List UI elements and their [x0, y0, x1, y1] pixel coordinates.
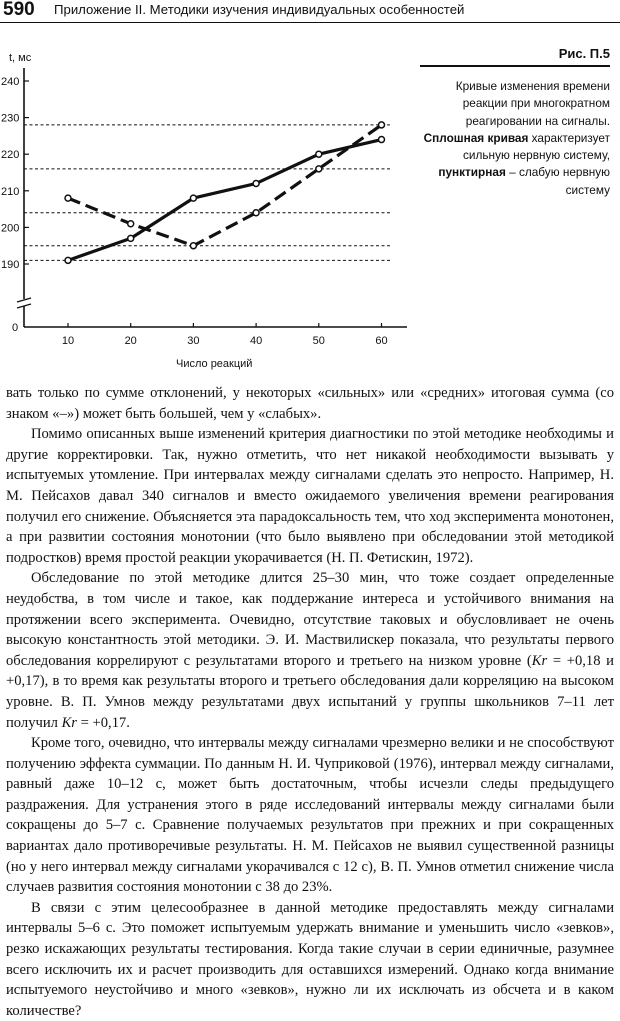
paragraph-3-part-b: = +0,18 и +0,17), в то время как результаты второго и третьего обследования дали корреляцию на высоком уровне. В. П. Умнов между результатами двух испытаний у группы школьников 7–11 лет получил	[6, 652, 614, 731]
running-title: Приложение II. Методики изучения индивидуальных особенностей	[54, 2, 465, 17]
paragraph-4: Кроме того, очевидно, что интервалы между сигналами чрезмерно велики и не способствуют получению эффекта суммации. По данным Н. И. Чуприковой (1976), интервал между сигналами, равный даже 10–12 с, может быть достаточным, чтобы исчезли следы предыдущего раздражения. Для устранения этого в ряде исследований интервалы между сигналами были сокращены до 5–7 с. Сравнение получаемых результатов при прежних и при сокращенных вариантах дало противоречивые результаты. Н. М. Пейсахов не выявил существенной разницы (но у него интервал между сигналами укорачивался с 12 с), В. П. Умнов отметил снижение числа случаев развития состояния монотонии с 38 до 23%.	[6, 735, 614, 896]
figure-label: Рис. П.5	[420, 46, 610, 67]
axis-break-mark	[15, 298, 33, 308]
data-point	[128, 235, 134, 241]
kr-symbol: Kr	[531, 652, 548, 669]
y-tick-label: 230	[1, 112, 20, 125]
y-tick-label: 220	[1, 149, 20, 162]
data-point	[253, 210, 259, 216]
paragraph-5: В связи с этим целесообразнее в данной методике предоставлять между сигналами интервалы 5–6 с. Это поможет испытуемым удержать внимание и уменьшить число «зевков», резко искажающих результаты тестирования. Когда такие случаи в серии единичные, разумнее всего исключить их и расчет производить для оставшихся измерений. Однако когда внимание испытуемого неустойчиво и много «зевков», нужно ли их исключать из обсчета и в каком количестве?	[6, 899, 614, 1019]
body-text	[6, 383, 614, 1021]
data-point	[65, 257, 71, 263]
caption-solid-term: Сплошная кривая	[423, 130, 529, 145]
y-axis-label: t, мс	[9, 52, 32, 64]
data-point	[190, 195, 196, 201]
x-tick-label: 50	[312, 335, 325, 347]
y-tick-label: 240	[1, 76, 20, 88]
x-axis-label: Число реакций	[176, 358, 253, 370]
data-point	[128, 221, 134, 227]
y-tick-label: 190	[1, 259, 20, 271]
x-tick-label: 10	[61, 335, 75, 347]
caption-text-1: Кривые изменения времени реакции при многократном реагировании на сигналы.	[455, 79, 610, 128]
paragraph-3	[6, 568, 614, 733]
caption-dashed-term: пунктирная	[438, 165, 506, 180]
data-point	[316, 166, 322, 172]
paragraph-3-part-a: Обследование по этой методике длится 25–30 мин, что тоже создает определенные неудобства, в том числе и такое, как поддержание интереса и устойчивого внимания на протяжении всего эксперимента. Очевидно, отсутствие таковых и обусловливает не очень высокую константность этой методики. Э. И. Маствилискер показала, что результаты первого обследования коррелируют с результатами второго и третьего на низком уровне (	[6, 570, 614, 669]
paragraph-2: Помимо описанных выше изменений критерия диагностики по этой методике необходимы и другие корректировки. Так, нужно отметить, что нет никакой необходимости вызывать у испытуемых утомление. При интервалах между сигналами сделать это непросто. Например, Н. М. Пейсахов давал 340 сигналов и вместо ожидаемого увеличения времени реагирования получил его снижение. Объясняется эта парадоксальность тем, что ход эксперимента монотонен, а при развитии состояния монотонии (что было выявлено при обследовании этой методикой подростков) время простой реакции укорачивается (Н. П. Фетискин, 1972).	[6, 426, 614, 566]
caption-text-2: характеризует сильную нервную систему,	[463, 130, 610, 163]
page-header	[0, 0, 620, 23]
data-point	[379, 137, 385, 143]
series-group	[65, 122, 385, 263]
data-point	[65, 195, 71, 201]
data-point	[316, 151, 322, 157]
x-tick-label: 60	[375, 335, 388, 347]
x-tick-label: 40	[249, 335, 263, 347]
paragraph-1: вать только по сумме отклонений, у некоторых «сильных» или «средних» итоговая сумма (со знаком «–») может быть большей, чем у «слабых».	[6, 385, 614, 422]
paragraph-3-part-c: = +0,17.	[77, 714, 130, 731]
reference-lines	[24, 125, 390, 260]
reaction-time-chart	[0, 28, 420, 373]
data-point	[379, 122, 385, 128]
figure-caption	[416, 78, 610, 199]
solid-curve	[68, 140, 382, 261]
caption-text-3: – слабую нервную систему	[509, 165, 610, 197]
x-tick-label: 30	[187, 335, 200, 347]
data-point	[253, 180, 259, 186]
page-number: 590	[3, 0, 35, 20]
dashed-curve	[68, 125, 382, 246]
y-tick-label: 0	[12, 322, 19, 334]
data-point	[190, 243, 196, 249]
kr-symbol: Kr	[61, 714, 77, 731]
x-tick-label: 20	[124, 335, 137, 347]
y-tick-label: 210	[1, 185, 20, 198]
y-tick-label: 200	[1, 222, 20, 235]
